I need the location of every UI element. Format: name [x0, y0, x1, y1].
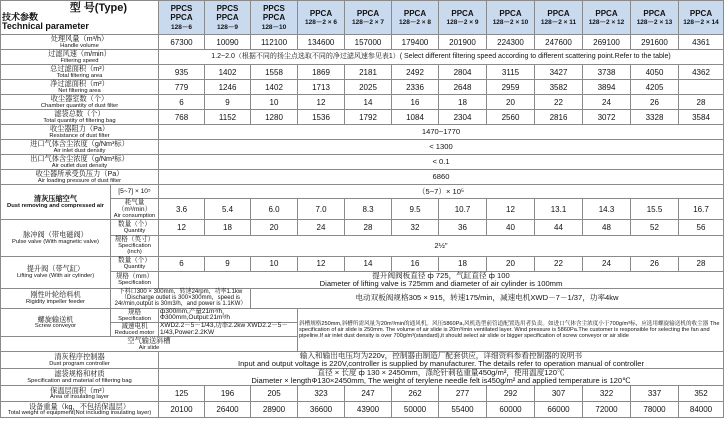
param-label: 收尘器阻力（Pa） Resistance of dust filter: [1, 125, 159, 140]
param-title-cn: 技术参数: [2, 12, 39, 22]
row-lifting-quantity: [1, 256, 724, 271]
param-label: 滤袋规格和材质 Specification and material of filtering bag: [1, 369, 159, 386]
table-cell: 4050: [631, 65, 679, 80]
table-cell: 12: [159, 220, 205, 236]
screw-spec-value: ф300mm,产量21m³/h，Ф300mm,Output:21m³/h: [159, 308, 298, 322]
table-cell: 262: [392, 386, 439, 402]
model-header: PPCA 128－2 × 7: [345, 1, 392, 35]
sub-label: 数量（个） Quantity: [111, 220, 159, 236]
param-label: 脉冲阀（带电磁阀） Pulse valve (With magnetic valve): [1, 220, 111, 256]
table-cell: 48: [583, 220, 631, 236]
table-cell: 3582: [535, 80, 583, 95]
screw-motor-value: XWD2.2－5－1/43,功率2.2kw XWD2.2－5－1/43,Power:2.2KW: [159, 323, 298, 337]
row-handle-volume: [1, 35, 724, 50]
table-cell: 10: [251, 256, 298, 271]
table-cell: 2492: [392, 65, 439, 80]
table-cell: 9: [205, 256, 251, 271]
table-cell: 3.6: [159, 199, 205, 220]
table-cell: 1558: [251, 65, 298, 80]
model-header: PPCA 128－2 × 14: [679, 1, 724, 35]
table-cell: 322: [583, 386, 631, 402]
table-cell: 36: [439, 220, 487, 236]
table-cell: 4362: [679, 65, 724, 80]
table-cell: 157000: [345, 35, 392, 50]
table-cell: 337: [631, 386, 679, 402]
table-cell: 10090: [205, 35, 251, 50]
table-cell: 5.4: [205, 199, 251, 220]
sub-label: 规格（英寸） Specification (inch): [111, 236, 159, 256]
param-label: 总过滤面积（m²） Total filtering area: [1, 65, 159, 80]
model-header: PPCA 128－2 × 9: [439, 1, 487, 35]
table-cell: 2560: [487, 110, 535, 125]
table-cell: 4361: [679, 35, 724, 50]
table-cell: 2304: [439, 110, 487, 125]
table-cell: 179400: [392, 35, 439, 50]
table-cell: 196: [205, 386, 251, 402]
table-cell: 36600: [298, 402, 345, 418]
param-label: 净过滤面积（m²） Net filtering area: [1, 80, 159, 95]
table-cell: 13.1: [535, 199, 583, 220]
table-cell: 66000: [535, 402, 583, 418]
param-label: 出口气体含尘浓度（g/Nm³标） Air outlet dust density: [1, 155, 159, 170]
row-inlet-density: [1, 140, 724, 155]
param-label: 螺旋输送机 Screw conveyor: [1, 308, 111, 336]
table-cell: 1280: [251, 110, 298, 125]
table-cell: 16: [392, 256, 439, 271]
sub-label: 规格 Specification: [111, 308, 159, 322]
table-cell: 8.3: [345, 199, 392, 220]
row-filtering-speed: [1, 50, 724, 65]
row-total-area: [1, 65, 724, 80]
table-cell: 2025: [345, 80, 392, 95]
row-loading-pressure: [1, 170, 724, 185]
merged-cell: （5~7）× 10⁵: [159, 185, 724, 199]
row-controller: [1, 352, 724, 369]
table-cell: 2181: [345, 65, 392, 80]
table-cell: 1536: [298, 110, 345, 125]
table-cell: 14: [345, 95, 392, 110]
table-cell: 26: [631, 256, 679, 271]
table-cell: 28: [345, 220, 392, 236]
table-cell: 32: [392, 220, 439, 236]
model-header: PPCS PPCA 128－10: [251, 1, 298, 35]
table-cell: 6: [159, 256, 205, 271]
table-cell: 1402: [251, 80, 298, 95]
table-cell: 43900: [345, 402, 392, 418]
table-cell: 2336: [392, 80, 439, 95]
table-cell: 2804: [439, 65, 487, 80]
param-title-en: Technical parameter: [2, 21, 89, 31]
row-filter-spec: [1, 369, 724, 386]
model-header: PPCS PPCA 128－6: [159, 1, 205, 35]
row-bags: [1, 110, 724, 125]
row-pulse-quantity: [1, 220, 724, 236]
table-cell: 12: [298, 95, 345, 110]
sub-label: 减速电机 Reduced motor: [111, 323, 159, 337]
table-cell: 28900: [251, 402, 298, 418]
table-cell: 24: [583, 256, 631, 271]
param-label: 清灰程序控制器 Dust program controller: [1, 352, 159, 369]
merged-cell: < 1300: [159, 140, 724, 155]
table-cell: 22: [535, 256, 583, 271]
table-cell: 55400: [439, 402, 487, 418]
table-cell: 24: [298, 220, 345, 236]
row-impeller: [1, 288, 724, 308]
table-cell: 60000: [487, 402, 535, 418]
table-cell: 20100: [159, 402, 205, 418]
table-cell: 307: [535, 386, 583, 402]
table-cell: 18: [439, 95, 487, 110]
table-cell: 323: [298, 386, 345, 402]
table-cell: 292: [487, 386, 535, 402]
param-label: 收尘器室数（个） Chamber quantity of dust filter: [1, 95, 159, 110]
table-cell: 78000: [631, 402, 679, 418]
table-cell: 1152: [205, 110, 251, 125]
param-label: 清灰压缩空气 Dust removing and compressed air: [1, 185, 111, 220]
model-header: PPCA 128－2 × 6: [298, 1, 345, 35]
table-cell: 9.5: [392, 199, 439, 220]
table-cell: 67300: [159, 35, 205, 50]
table-cell: 2816: [535, 110, 583, 125]
table-cell: 1246: [205, 80, 251, 95]
table-cell: 10.7: [439, 199, 487, 220]
merged-cell: 2½": [159, 236, 724, 256]
table-cell: 24: [583, 95, 631, 110]
table-cell: 352: [679, 386, 724, 402]
param-label: 过滤风速（m/min） Filtering speed: [1, 50, 159, 65]
table-cell: 1869: [298, 65, 345, 80]
model-header: PPCA 128－2 × 10: [487, 1, 535, 35]
table-cell: 26: [631, 95, 679, 110]
table-cell: 3072: [583, 110, 631, 125]
merged-cell: < 0.1: [159, 155, 724, 170]
row-outlet-density: [1, 155, 724, 170]
table-cell: 20: [487, 256, 535, 271]
table-cell: 18: [205, 220, 251, 236]
sub-label: [5~7] × 10⁵: [111, 185, 159, 199]
header-row: [1, 1, 724, 35]
table-cell: 40: [487, 220, 535, 236]
row-clean-air-pressure: [1, 185, 724, 199]
table-cell: 26400: [205, 402, 251, 418]
table-cell: 44: [535, 220, 583, 236]
table-cell: 6.0: [251, 199, 298, 220]
table-cell: 3328: [631, 110, 679, 125]
table-cell: 56: [679, 220, 724, 236]
table-cell: 3584: [679, 110, 724, 125]
param-label: 收尘器所承受负压力（Pa） Air loading pressure of dust filter: [1, 170, 159, 185]
model-header: PPCS PPCA 128－9: [205, 1, 251, 35]
model-header: PPCA 128－2 × 13: [631, 1, 679, 35]
table-cell: 12: [298, 256, 345, 271]
table-cell: 20: [251, 220, 298, 236]
table-cell: 18: [439, 256, 487, 271]
param-label: 设备重量（kg，不包括保温层） Total weight of equipment(Not including insulating layer): [1, 402, 159, 418]
table-cell: 768: [159, 110, 205, 125]
row-weight: [1, 402, 724, 418]
air-slide-note: 斜槽规格250mm,斜槽所需风量为20m³/min的通风机。风压5860Pa,风机选型前管道配置选用者负责。如进口气体含尘浓度小于700g/m³标，应选用螺旋输送机的收尘器 The specification of air slide is 250mm. The volume of air slide is 20m³/min ventilated layer. Wind pressure is 5860Pa.The customer is responsible for selecting the fan and pipeline.If air inlet dust density is over 700g/m³(standard),it should select air slide or bigger specification of screw conveyor or air slide: [298, 308, 724, 351]
merged-cell: 提升阀阀板直径 ф 725，气缸直径 ф 100 Diameter of lifting valve is 725mm and diameter of air cylinder is 100mm: [159, 271, 724, 288]
merged-cell: 6860: [159, 170, 724, 185]
table-cell: 1792: [345, 110, 392, 125]
table-cell: 14: [345, 256, 392, 271]
type-title: 型 号(Type): [69, 2, 127, 14]
table-cell: 10: [251, 95, 298, 110]
table-cell: 1713: [298, 80, 345, 95]
table-cell: 2648: [439, 80, 487, 95]
table-cell: 291600: [631, 35, 679, 50]
merged-cell: 直径 × 长度 ф 130 × 2450mm，涤纶针刺毡重量450g/m²，使用温度120℃ Diameter × lengthФ130×2450mm, The weight of terylene needle felt is450g/m² and applied temperature is 120℃: [159, 369, 724, 386]
table-cell: 72000: [583, 402, 631, 418]
table-cell: 50000: [392, 402, 439, 418]
param-label: 滤袋总数（个） Total quantity of filtering bag: [1, 110, 159, 125]
table-cell: 247600: [535, 35, 583, 50]
row-insulating: [1, 386, 724, 402]
table-cell: 2959: [487, 80, 535, 95]
param-label: 空气输送斜槽 Air slide: [1, 337, 298, 352]
row-net-area: [1, 80, 724, 95]
param-label: 提升阀（带气缸） Lifting valve (With air cylinder): [1, 256, 111, 288]
table-cell: [679, 80, 724, 95]
sub-label: 规格（mm） Specification: [111, 271, 159, 288]
table-cell: 14.3: [583, 199, 631, 220]
table-cell: 12: [487, 199, 535, 220]
table-cell: 1084: [392, 110, 439, 125]
table-corner: [1, 1, 159, 35]
param-label: 处理风量（m³/h） Handle volume: [1, 35, 159, 50]
model-header: PPCA 128－2 × 11: [535, 1, 583, 35]
table-cell: 9: [205, 95, 251, 110]
param-label: 保温层面积（m²） Area of insulating layer: [1, 386, 159, 402]
table-cell: 224300: [487, 35, 535, 50]
table-cell: 52: [631, 220, 679, 236]
table-cell: 28: [679, 256, 724, 271]
merged-cell: 电动双板阀规格305 × 915，转速175/min，减速电机XWD－7－1/37，功率4kw: [251, 288, 724, 308]
table-cell: 3427: [535, 65, 583, 80]
table-cell: 779: [159, 80, 205, 95]
table-cell: 3115: [487, 65, 535, 80]
table-cell: 247: [345, 386, 392, 402]
merged-cell: 1.2~2.0（根据不同的扬尘点选取不同的净过滤风速参见表1）( Select different filtering speed according to different scattering point.Refer to the table): [159, 50, 724, 65]
table-cell: 3738: [583, 65, 631, 80]
table-cell: 16: [392, 95, 439, 110]
table-cell: 1402: [205, 65, 251, 80]
table-cell: 3894: [583, 80, 631, 95]
table-cell: 277: [439, 386, 487, 402]
model-header: PPCA 128－2 × 8: [392, 1, 439, 35]
param-label: 进口气体含尘浓度（g/Nm³标） Air inlet dust density: [1, 140, 159, 155]
row-chambers: [1, 95, 724, 110]
table-cell: 269100: [583, 35, 631, 50]
table-cell: 28: [679, 95, 724, 110]
param-label: 刚性叶轮给料机 Rigidity impeller feeder: [1, 288, 111, 308]
table-cell: 134600: [298, 35, 345, 50]
table-cell: 201900: [439, 35, 487, 50]
table-cell: 22: [535, 95, 583, 110]
table-cell: 6: [159, 95, 205, 110]
table-cell: 84000: [679, 402, 724, 418]
table-cell: 125: [159, 386, 205, 402]
table-cell: 20: [487, 95, 535, 110]
merged-cell: 1470~1770: [159, 125, 724, 140]
table-cell: 16.7: [679, 199, 724, 220]
row-screw-spec: [1, 308, 724, 322]
sub-label: 耗气量（m³/min） Air consumption: [111, 199, 159, 220]
impeller-note: 下料口300 × 300mm，转速24rpm，功率1.1kw（Discharge outlet is 300×300mm，speed is 24r/min,output is 30m3/h，and power is 1.1KW）: [111, 288, 251, 308]
table-cell: 205: [251, 386, 298, 402]
merged-cell: 输入和输出电压均为220v，控制器由制造厂配套供应，详细资料参看控制器的说明书 Input and output voltage is 220V,controller is supplied by manufacturer. The details refer to operation manual of controller: [159, 352, 724, 369]
table-cell: 935: [159, 65, 205, 80]
sub-label: 数量（个） Quantity: [111, 256, 159, 271]
table-cell: 4205: [631, 80, 679, 95]
row-resistance: [1, 125, 724, 140]
table-cell: 112100: [251, 35, 298, 50]
table-cell: 7.0: [298, 199, 345, 220]
model-header: PPCA 128－2 × 12: [583, 1, 631, 35]
table-cell: 15.5: [631, 199, 679, 220]
